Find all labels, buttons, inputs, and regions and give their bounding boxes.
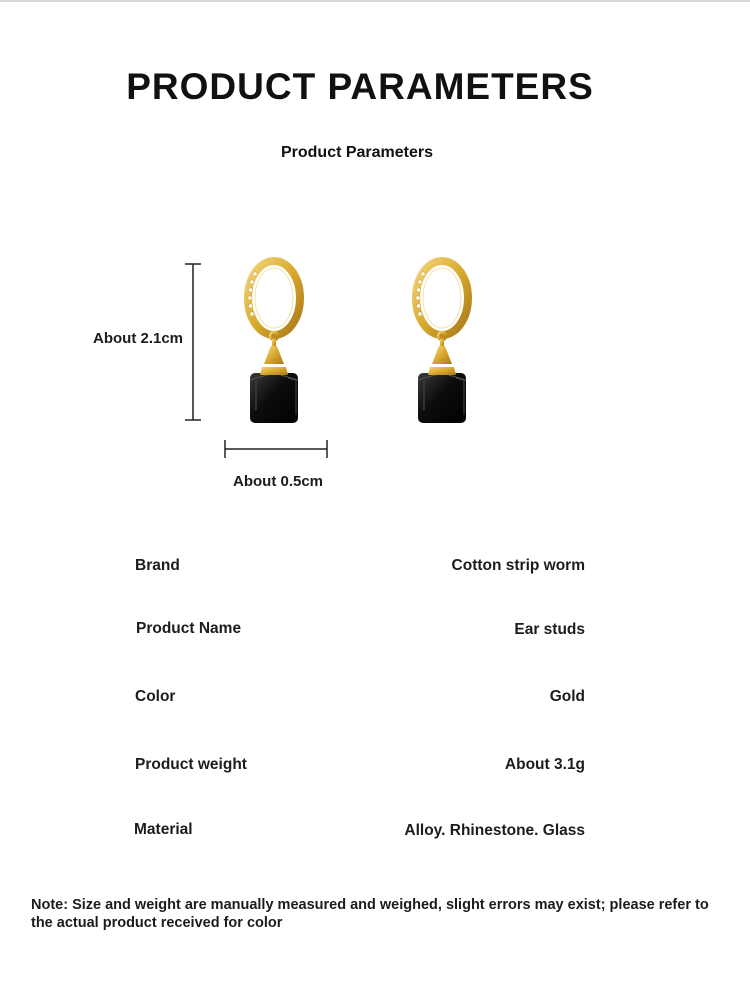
height-dimension-marker <box>185 264 201 420</box>
disclaimer-note: Note: Size and weight are manually measured and weighed, slight errors may exist; please refer to the actual product received for color <box>31 897 709 931</box>
parameter-value: Ear studs <box>514 621 585 638</box>
width-dimension-label: About 0.5cm <box>233 473 324 490</box>
width-dimension-marker <box>225 440 327 458</box>
height-dimension-label: About 2.1cm <box>93 330 184 347</box>
parameter-value: Gold <box>549 688 585 705</box>
earring-right <box>416 261 468 423</box>
parameter-label: Material <box>134 821 193 838</box>
parameter-value: Alloy. Rhinestone. Glass <box>404 822 585 839</box>
parameter-label: Brand <box>135 557 180 574</box>
earring-left <box>248 261 300 423</box>
parameter-value: About 3.1g <box>504 756 585 773</box>
parameter-label: Product Name <box>136 620 242 637</box>
parameter-value: Cotton strip worm <box>451 557 585 574</box>
section-subtitle: Product Parameters <box>280 144 434 161</box>
page-title: PRODUCT PARAMETERS <box>126 66 594 107</box>
parameter-label: Color <box>135 688 176 705</box>
parameter-label: Product weight <box>135 756 247 773</box>
